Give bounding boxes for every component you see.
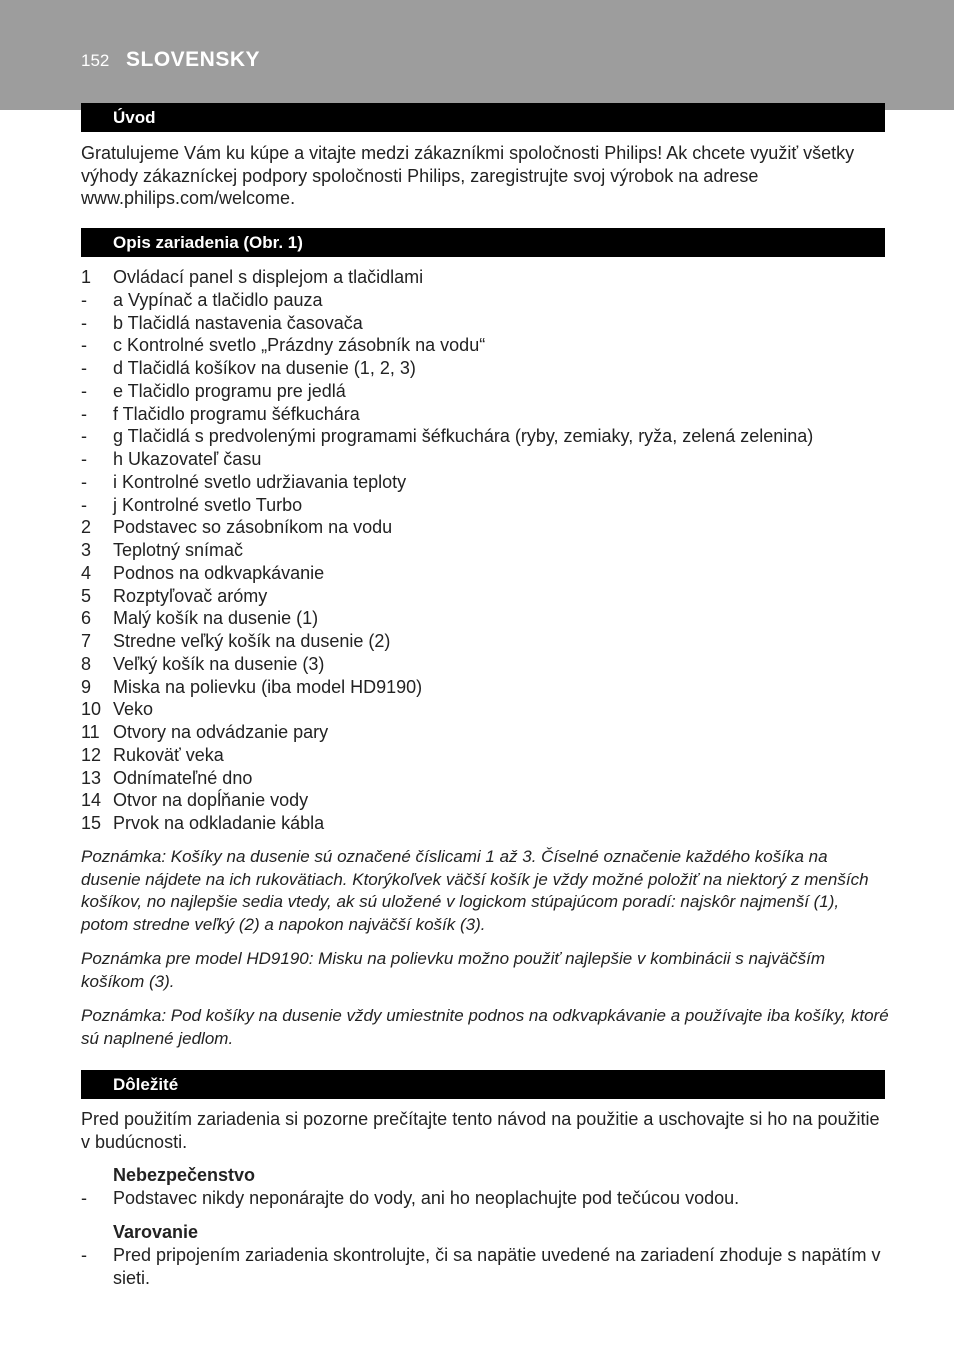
parts-list	[81, 266, 889, 835]
list-item-text: h Ukazovateľ času	[113, 449, 262, 469]
list-item-text: Ovládací panel s displejom a tlačidlami	[113, 267, 424, 287]
list-item-marker: -	[81, 312, 87, 333]
list-item	[81, 380, 889, 403]
list-item-marker: 13	[81, 767, 102, 788]
list-item-text: i Kontrolné svetlo udržiavania teploty	[113, 471, 407, 492]
list-item-marker: -	[81, 494, 87, 515]
list-item-marker: 14	[81, 790, 102, 811]
list-item-marker: -	[81, 289, 87, 310]
list-item	[81, 312, 889, 335]
section-heading-description: Opis zariadenia (Obr. 1)	[81, 228, 885, 257]
danger-item	[81, 1187, 889, 1210]
section-heading-intro: Úvod	[81, 103, 885, 132]
list-item-text: c Kontrolné svetlo „Prázdny zásobník na vodu“	[113, 335, 486, 356]
list-item-marker: -	[81, 335, 87, 356]
list-item-text: Veko	[113, 699, 154, 720]
list-item-text: f Tlačidlo programu šéfkuchára	[113, 403, 360, 424]
list-item	[81, 289, 889, 312]
list-item-marker: 2	[81, 517, 92, 538]
important-paragraph: Pred použitím zariadenia si pozorne prečítajte tento návod na použitie a uschovajte si ho na použitie v budúcnosti.	[81, 1109, 880, 1152]
list-item	[81, 357, 889, 380]
list-item	[81, 789, 889, 812]
list-item	[81, 562, 889, 585]
list-item-marker: 5	[81, 585, 92, 606]
intro-paragraph: Gratulujeme Vám ku kúpe a vitajte medzi zákazníkmi spoločnosti Philips! Ak chcete využiť všetky výhody zákazníckej podpory spoločnosti Philips, zaregistrujte svoj výrobok na adrese www.philips.com/welcome.	[81, 143, 855, 209]
list-item-marker: 1	[81, 267, 92, 287]
warning-title: Varovanie	[113, 1222, 199, 1242]
section-heading-important: Dôležité	[81, 1070, 885, 1099]
list-item-text: Podstavec so zásobníkom na vodu	[113, 517, 393, 538]
list-item-marker: -	[81, 471, 87, 492]
list-item	[81, 812, 889, 835]
list-item-text: Veľký košík na dusenie (3)	[113, 653, 325, 674]
bullet-dash: -	[81, 1245, 87, 1265]
list-item-text: d Tlačidlá košíkov na dusenie (1, 2, 3)	[113, 358, 416, 378]
list-item-text: Odnímateľné dno	[113, 767, 253, 788]
list-item	[81, 266, 889, 289]
list-item	[81, 698, 889, 721]
list-item	[81, 607, 889, 630]
list-item-marker: 12	[81, 744, 102, 765]
list-item	[81, 721, 889, 744]
list-item-text: Miska na polievku (iba model HD9190)	[113, 676, 423, 697]
list-item	[81, 630, 889, 653]
list-item-marker: 11	[81, 722, 100, 742]
list-item-marker: 4	[81, 562, 92, 583]
list-item	[81, 539, 889, 562]
list-item-text: Podnos na odkvapkávanie	[113, 562, 325, 583]
list-item-marker: -	[81, 380, 87, 401]
list-item-marker: 15	[81, 813, 102, 833]
list-item	[81, 471, 889, 494]
list-item-text: Stredne veľký košík na dusenie (2)	[113, 631, 391, 651]
warning-item	[81, 1244, 889, 1289]
list-item-text: g Tlačidlá s predvolenými programami šéfkuchára (ryby, zemiaky, ryža, zelená zelenina)	[113, 426, 814, 447]
list-item	[81, 676, 889, 699]
page-number: 152	[81, 51, 110, 70]
danger-title: Nebezpečenstvo	[113, 1165, 256, 1185]
list-item	[81, 767, 889, 790]
list-item-text: Teplotný snímač	[113, 540, 244, 560]
list-item-text: e Tlačidlo programu pre jedlá	[113, 380, 346, 401]
list-item-text: Malý košík na dusenie (1)	[113, 608, 319, 629]
danger-item-text: Podstavec nikdy neponárajte do vody, ani ho neoplachujte pod tečúcou vodou.	[113, 1188, 740, 1208]
note-hd9190: Poznámka pre model HD9190: Misku na polievku možno použiť najlepšie v kombinácii s najväčším košíkom (3).	[81, 949, 825, 991]
list-item-marker: -	[81, 449, 87, 469]
list-item-marker: 10	[81, 699, 102, 720]
note-drip-tray: Poznámka: Pod košíky na dusenie vždy umiestnite podnos na odkvapkávanie a používajte iba košíky, ktoré sú naplnené jedlom.	[81, 1006, 889, 1048]
list-item-marker: 8	[81, 653, 92, 674]
list-item	[81, 403, 889, 426]
list-item-text: Rozptyľovač arómy	[113, 585, 268, 606]
list-item-marker: 6	[81, 608, 92, 629]
list-item	[81, 516, 889, 539]
warning-item-text: Pred pripojením zariadenia skontrolujte, či sa napätie uvedené na zariadení zhoduje s napätím v sieti.	[113, 1245, 881, 1288]
list-item	[81, 448, 889, 471]
list-item	[81, 425, 889, 448]
list-item-text: Rukoväť veka	[113, 744, 224, 765]
list-item-text: a Vypínač a tlačidlo pauza	[113, 289, 323, 310]
list-item-text: Otvory na odvádzanie pary	[113, 722, 329, 742]
list-item	[81, 744, 889, 767]
list-item-text: Otvor na dopĺňanie vody	[113, 790, 309, 811]
list-item-marker: 9	[81, 676, 92, 697]
list-item-marker: 7	[81, 631, 92, 651]
list-item	[81, 334, 889, 357]
list-item	[81, 653, 889, 676]
note-baskets: Poznámka: Košíky na dusenie sú označené číslicami 1 až 3. Číselné označenie každého košíka na dusenie nájdete na ich rukovätiach. Ktorýkoľvek väčší košík je vždy možné položiť na niektorý z menších košíkov, no najlepšie sedia vtedy, ak sú uložené v logickom stúpajúcom poradí: najskôr najmenší (1), potom stredne veľký (2) a napokon najväčší košík (3).	[81, 847, 869, 935]
list-item	[81, 494, 889, 517]
list-item-marker: -	[81, 358, 87, 378]
bullet-dash: -	[81, 1188, 87, 1208]
list-item-text: b Tlačidlá nastavenia časovača	[113, 312, 363, 333]
list-item	[81, 585, 889, 608]
list-item-text: j Kontrolné svetlo Turbo	[113, 494, 303, 515]
list-item-marker: -	[81, 403, 87, 424]
list-item-marker: 3	[81, 540, 92, 560]
list-item-marker: -	[81, 426, 87, 447]
language-title: SLOVENSKY	[126, 48, 261, 71]
list-item-text: Prvok na odkladanie kábla	[113, 813, 325, 833]
